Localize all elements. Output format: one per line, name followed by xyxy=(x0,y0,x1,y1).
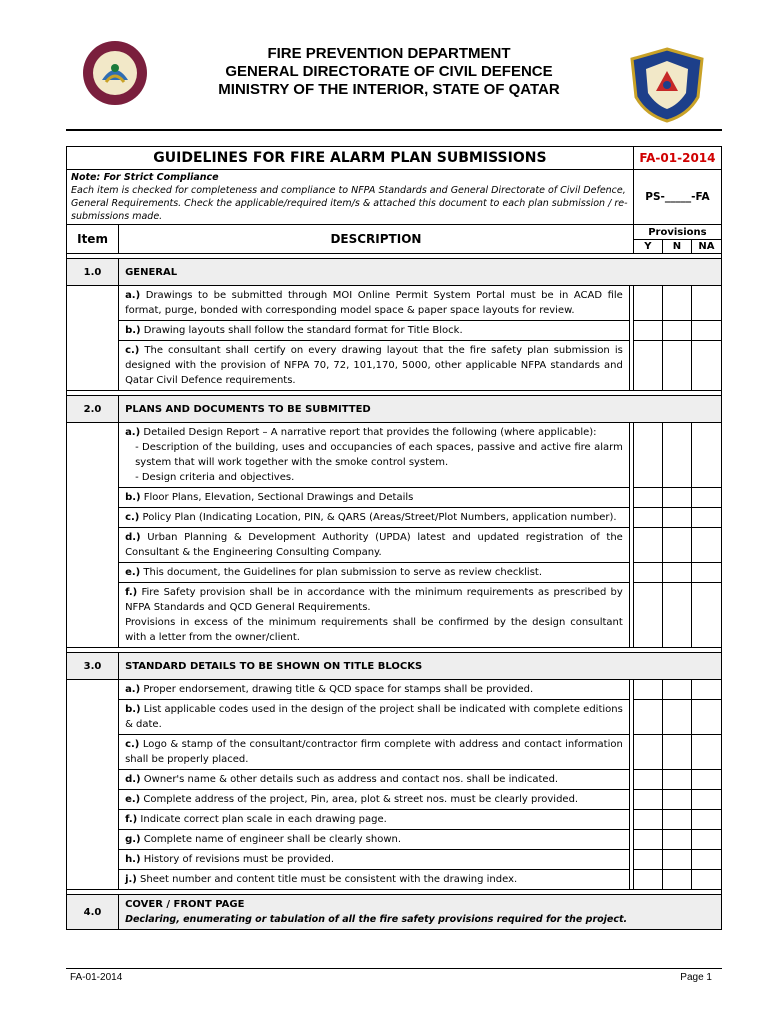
footer-divider xyxy=(66,968,722,969)
checklist-item: a.) Proper endorsement, drawing title & QCD space for stamps shall be provided. xyxy=(119,680,630,700)
item-number-cell xyxy=(67,286,119,391)
checkbox-y[interactable] xyxy=(633,321,662,341)
ps-number-field[interactable]: PS-_____-FA xyxy=(633,170,721,225)
civil-defence-emblem-icon xyxy=(628,47,706,123)
checkbox-na[interactable] xyxy=(691,563,721,583)
section-number: 3.0 xyxy=(67,653,119,680)
checkbox-n[interactable] xyxy=(662,700,691,735)
checklist-item: b.) Drawing layouts shall follow the standard format for Title Block. xyxy=(119,321,630,341)
checkbox-y[interactable] xyxy=(633,735,662,770)
section-title: STANDARD DETAILS TO BE SHOWN ON TITLE BLOCKS xyxy=(119,653,722,680)
checkbox-y[interactable] xyxy=(633,850,662,870)
checkbox-na[interactable] xyxy=(691,790,721,810)
checklist-item: d.) Owner's name & other details such as address and contact nos. shall be indicated. xyxy=(119,770,630,790)
checkbox-y[interactable] xyxy=(633,528,662,563)
checkbox-na[interactable] xyxy=(691,770,721,790)
ministry-title: MINISTRY OF THE INTERIOR, STATE OF QATAR xyxy=(218,81,560,98)
checklist-item: f.) Indicate correct plan scale in each drawing page. xyxy=(119,810,630,830)
checklist-item: a.) Detailed Design Report – A narrative report that provides the following (where applicable): - Description of the building, uses and occupancies of each spaces, passive and active fire alarm system that will work together with the smoke control system. - Design criteria and objectives. xyxy=(119,423,630,488)
column-header-y: Y xyxy=(633,240,662,254)
column-header-description: DESCRIPTION xyxy=(119,225,634,254)
checkbox-n[interactable] xyxy=(662,563,691,583)
checklist-item: f.) Fire Safety provision shall be in accordance with the minimum requirements as prescribed by NFPA Standards and QCD General Requirements. Provisions in excess of the minimum requirements shall be confirmed by the design consultant with a letter from the owner/client. xyxy=(119,583,630,648)
checkbox-y[interactable] xyxy=(633,423,662,488)
checklist-item: d.) Urban Planning & Development Authority (UPDA) latest and updated registration of the Consultant & the Engineering Consulting Company. xyxy=(119,528,630,563)
note-title: Note: For Strict Compliance xyxy=(71,172,219,183)
directorate-title: GENERAL DIRECTORATE OF CIVIL DEFENCE xyxy=(225,63,553,80)
checklist-item: g.) Complete name of engineer shall be clearly shown. xyxy=(119,830,630,850)
checkbox-y[interactable] xyxy=(633,583,662,648)
checkbox-n[interactable] xyxy=(662,735,691,770)
department-title: FIRE PREVENTION DEPARTMENT xyxy=(267,45,511,62)
checkbox-na[interactable] xyxy=(691,700,721,735)
item-number-cell xyxy=(67,680,119,890)
checkbox-y[interactable] xyxy=(633,341,662,391)
checklist-item: c.) The consultant shall certify on every drawing layout that the fire safety plan submission is designed with the provision of NFPA 70, 72, 101,170, 5000, other applicable NFPA standards and Qatar Civil Defence requirements. xyxy=(119,341,630,391)
checklist-item: j.) Sheet number and content title must be consistent with the drawing index. xyxy=(119,870,630,890)
footer-form-code: FA-01-2014 xyxy=(70,972,123,983)
checkbox-n[interactable] xyxy=(662,870,691,890)
checkbox-na[interactable] xyxy=(691,488,721,508)
checklist-item: c.) Logo & stamp of the consultant/contractor firm complete with address and contact information shall be properly placed. xyxy=(119,735,630,770)
checkbox-y[interactable] xyxy=(633,830,662,850)
page-number: Page 1 xyxy=(680,972,712,983)
column-header-n: N xyxy=(662,240,691,254)
checkbox-na[interactable] xyxy=(691,583,721,648)
checkbox-y[interactable] xyxy=(633,870,662,890)
checklist-item: b.) Floor Plans, Elevation, Sectional Drawings and Details xyxy=(119,488,630,508)
checklist-item: c.) Policy Plan (Indicating Location, PIN, & QARS (Areas/Street/Plot Numbers, application number). xyxy=(119,508,630,528)
note-text: Each item is checked for completeness and compliance to NFPA Standards and General Directorate of Civil Defence, General Requirements. Check the applicable/required item/s & attached this document to each plan submission / re-submissions made. xyxy=(71,185,628,222)
checkbox-y[interactable] xyxy=(633,488,662,508)
compliance-note xyxy=(67,170,634,225)
section-title: GENERAL xyxy=(119,259,722,286)
checkbox-n[interactable] xyxy=(662,286,691,321)
section-cover xyxy=(119,895,722,930)
item-number-cell xyxy=(67,423,119,648)
checkbox-y[interactable] xyxy=(633,790,662,810)
checkbox-na[interactable] xyxy=(691,680,721,700)
checkbox-na[interactable] xyxy=(691,321,721,341)
checkbox-na[interactable] xyxy=(691,850,721,870)
checkbox-na[interactable] xyxy=(691,528,721,563)
column-header-provisions: Provisions xyxy=(633,225,721,240)
section-number: 4.0 xyxy=(67,895,119,930)
checklist-item: b.) List applicable codes used in the design of the project shall be indicated with complete editions & date. xyxy=(119,700,630,735)
checklist-table xyxy=(66,146,722,930)
section-number: 2.0 xyxy=(67,396,119,423)
section-title: COVER / FRONT PAGE xyxy=(125,899,245,910)
checkbox-y[interactable] xyxy=(633,563,662,583)
checkbox-y[interactable] xyxy=(633,770,662,790)
section-description: Declaring, enumerating or tabulation of all the fire safety provisions required for the project. xyxy=(125,914,628,925)
checklist-item: h.) History of revisions must be provided. xyxy=(119,850,630,870)
page-header xyxy=(0,0,768,130)
checkbox-na[interactable] xyxy=(691,830,721,850)
checkbox-n[interactable] xyxy=(662,680,691,700)
header-divider xyxy=(66,129,722,131)
checkbox-n[interactable] xyxy=(662,583,691,648)
checkbox-y[interactable] xyxy=(633,680,662,700)
checklist-item: e.) This document, the Guidelines for plan submission to serve as review checklist. xyxy=(119,563,630,583)
checkbox-n[interactable] xyxy=(662,321,691,341)
checkbox-n[interactable] xyxy=(662,341,691,391)
checkbox-n[interactable] xyxy=(662,810,691,830)
checkbox-na[interactable] xyxy=(691,286,721,321)
checkbox-n[interactable] xyxy=(662,488,691,508)
form-title: GUIDELINES FOR FIRE ALARM PLAN SUBMISSIONS xyxy=(67,147,634,170)
checkbox-y[interactable] xyxy=(633,286,662,321)
checkbox-n[interactable] xyxy=(662,770,691,790)
checkbox-na[interactable] xyxy=(691,423,721,488)
section-number: 1.0 xyxy=(67,259,119,286)
checkbox-n[interactable] xyxy=(662,830,691,850)
checkbox-n[interactable] xyxy=(662,508,691,528)
checkbox-na[interactable] xyxy=(691,735,721,770)
form-code: FA-01-2014 xyxy=(633,147,721,170)
checklist-item: a.) Drawings to be submitted through MOI Online Permit System Portal must be in ACAD file format, purge, bonded with corresponding model space & paper space layouts for review. xyxy=(119,286,630,321)
column-header-item: Item xyxy=(67,225,119,254)
checkbox-n[interactable] xyxy=(662,528,691,563)
checkbox-y[interactable] xyxy=(633,810,662,830)
checkbox-y[interactable] xyxy=(633,700,662,735)
checkbox-n[interactable] xyxy=(662,850,691,870)
section-title: PLANS AND DOCUMENTS TO BE SUBMITTED xyxy=(119,396,722,423)
checkbox-n[interactable] xyxy=(662,790,691,810)
qatar-state-emblem-icon xyxy=(80,40,150,106)
column-header-na: NA xyxy=(691,240,721,254)
checkbox-na[interactable] xyxy=(691,810,721,830)
checkbox-na[interactable] xyxy=(691,341,721,391)
checkbox-n[interactable] xyxy=(662,423,691,488)
checklist-item: e.) Complete address of the project, Pin, area, plot & street nos. must be clearly provided. xyxy=(119,790,630,810)
checkbox-y[interactable] xyxy=(633,508,662,528)
checkbox-na[interactable] xyxy=(691,508,721,528)
checkbox-na[interactable] xyxy=(691,870,721,890)
